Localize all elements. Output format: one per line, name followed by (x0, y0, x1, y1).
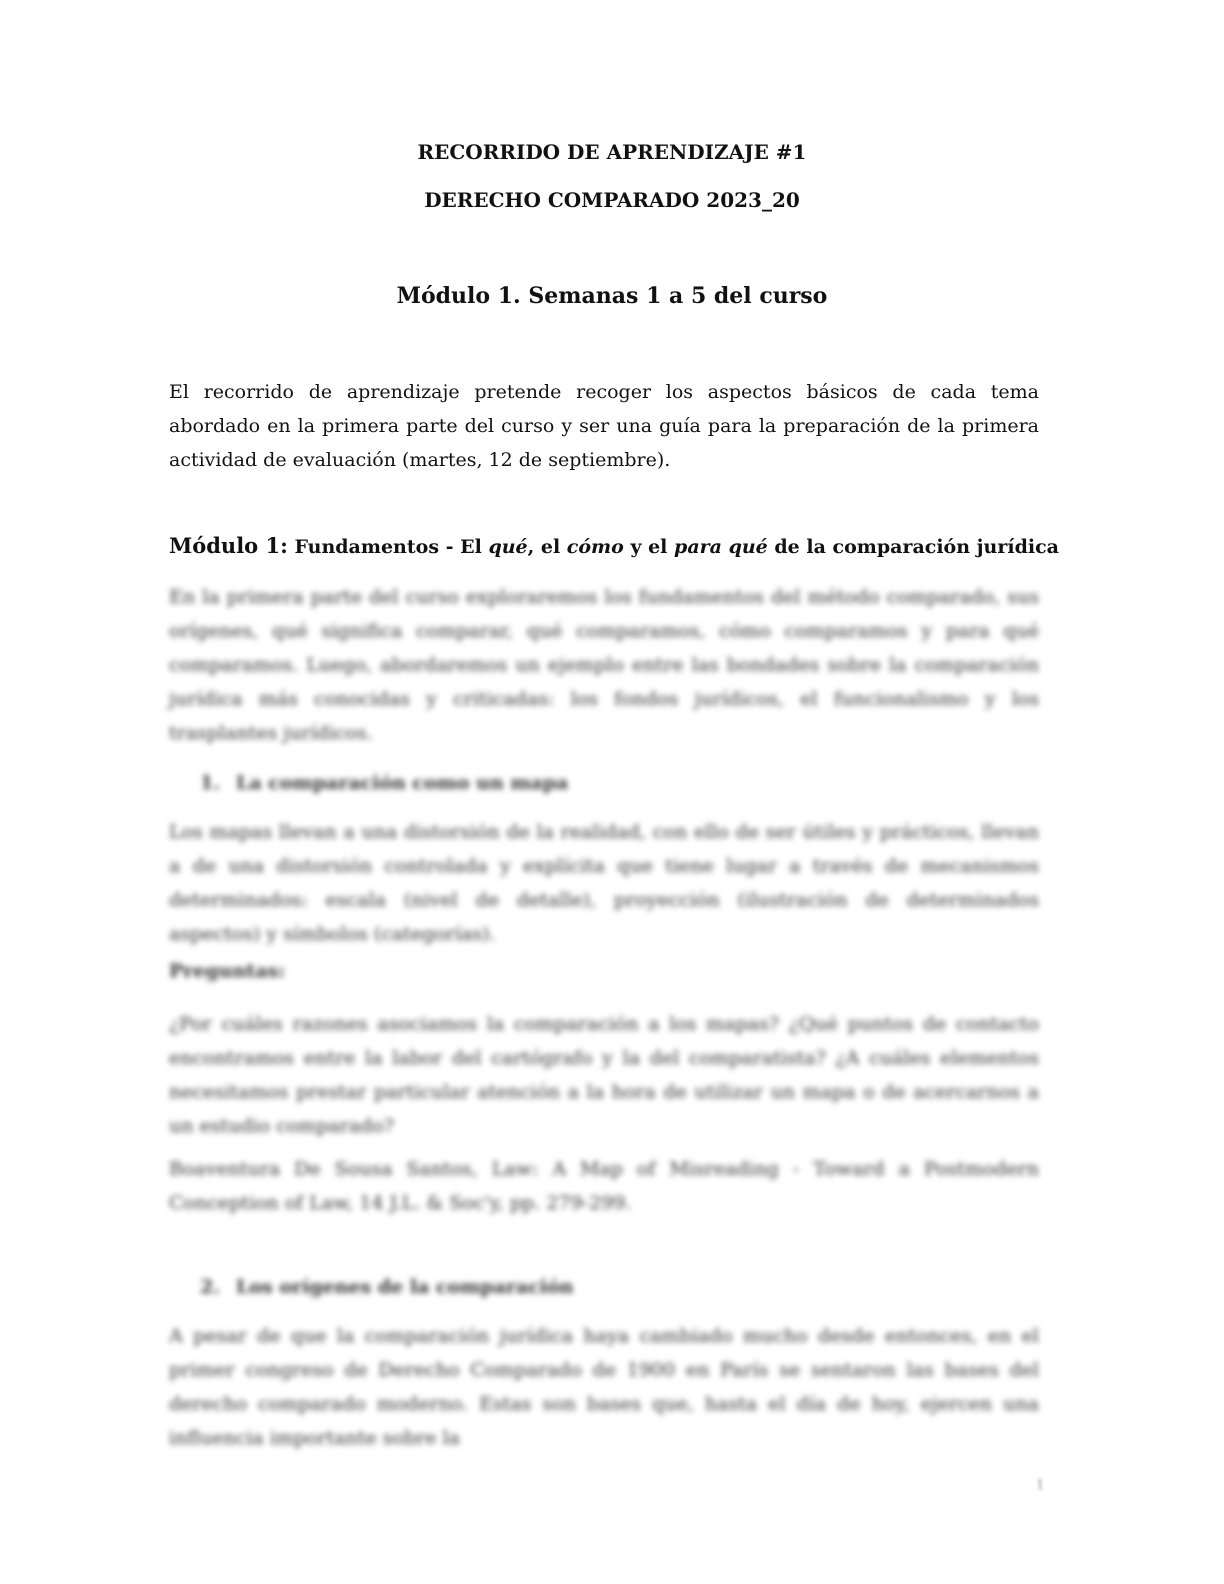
intro-paragraph: El recorrido de aprendizaje pretende recoger los aspectos básicos de cada tema abordado en la primera parte del curso y ser una guía para la preparación de la primera actividad de evaluación (martes, 12 de septiembre). (169, 381, 1039, 471)
title-line-1: RECORRIDO DE APRENDIZAJE #1 (417, 140, 807, 164)
module-heading-como: cómo (566, 536, 624, 558)
module-heading (169, 533, 1059, 558)
module-heading-part1: Fundamentos - El (287, 536, 489, 558)
module-heading-que: qué (488, 536, 528, 558)
title-line-2: DERECHO COMPARADO 2023_20 (424, 188, 800, 212)
page-number: 1 (1036, 1478, 1045, 1493)
section-1-number: 1. (200, 772, 220, 794)
subtitle: Módulo 1. Semanas 1 a 5 del curso (396, 283, 828, 309)
section-1-heading (200, 772, 568, 794)
module-heading-part2: , el (527, 536, 567, 558)
section-2-title: Los orígenes de la comparación (236, 1276, 574, 1298)
module-heading-part4: de la comparación jurídica (767, 536, 1059, 558)
section-2-number: 2. (200, 1276, 220, 1298)
section-2-paragraph: A pesar de que la comparación jurídica haya cambiado mucho desde entonces, en el primer congreso de Derecho Comparado de 1900 en París se sentaron las bases del derecho comparado moderno. Estas son bases que, hasta el día de hoy, ejercen una influencia importante sobre la (169, 1325, 1039, 1449)
section-1-title: La comparación como un mapa (236, 772, 569, 794)
module-heading-para-que: para qué (674, 536, 768, 558)
module-heading-part3: y el (623, 536, 675, 558)
section-1-paragraph: Los mapas llevan a una distorsión de la realidad, con ello de ser útiles y prácticos, llevan a de una distorsión controlada y explícita que tiene lugar a través de mecanismos determinados: escala (nivel de detalle), proyección (ilustración de determinados aspectos) y símbolos (categorías). (169, 821, 1039, 945)
section-2-heading (200, 1276, 574, 1298)
module-paragraph: En la primera parte del curso exploraremos los fundamentos del método comparado, sus orígenes, qué significa comparar, qué comparamos, cómo comparamos y para qué comparamos. Luego, abordaremos un ejemplo entre las bondades sobre la comparación jurídica más conocidas y criticadas: los fondos jurídicos, el funcionalismo y los trasplantes jurídicos. (169, 586, 1039, 744)
reference-paragraph: Boaventura De Sousa Santos, Law: A Map of Misreading - Toward a Postmodern Conception of Law, 14 J.L. & Soc'y, pp. 279-299. (169, 1158, 1039, 1214)
questions-label: Preguntas: (169, 960, 286, 982)
questions-paragraph: ¿Por cuáles razones asociamos la comparación a los mapas? ¿Qué puntos de contacto encontramos entre la labor del cartógrafo y la del comparatista? ¿A cuáles elementos necesitamos prestar particular atención a la hora de utilizar un mapa o de acercarnos a un estudio comparado? (169, 1013, 1039, 1137)
module-heading-label: Módulo 1: (169, 533, 288, 558)
